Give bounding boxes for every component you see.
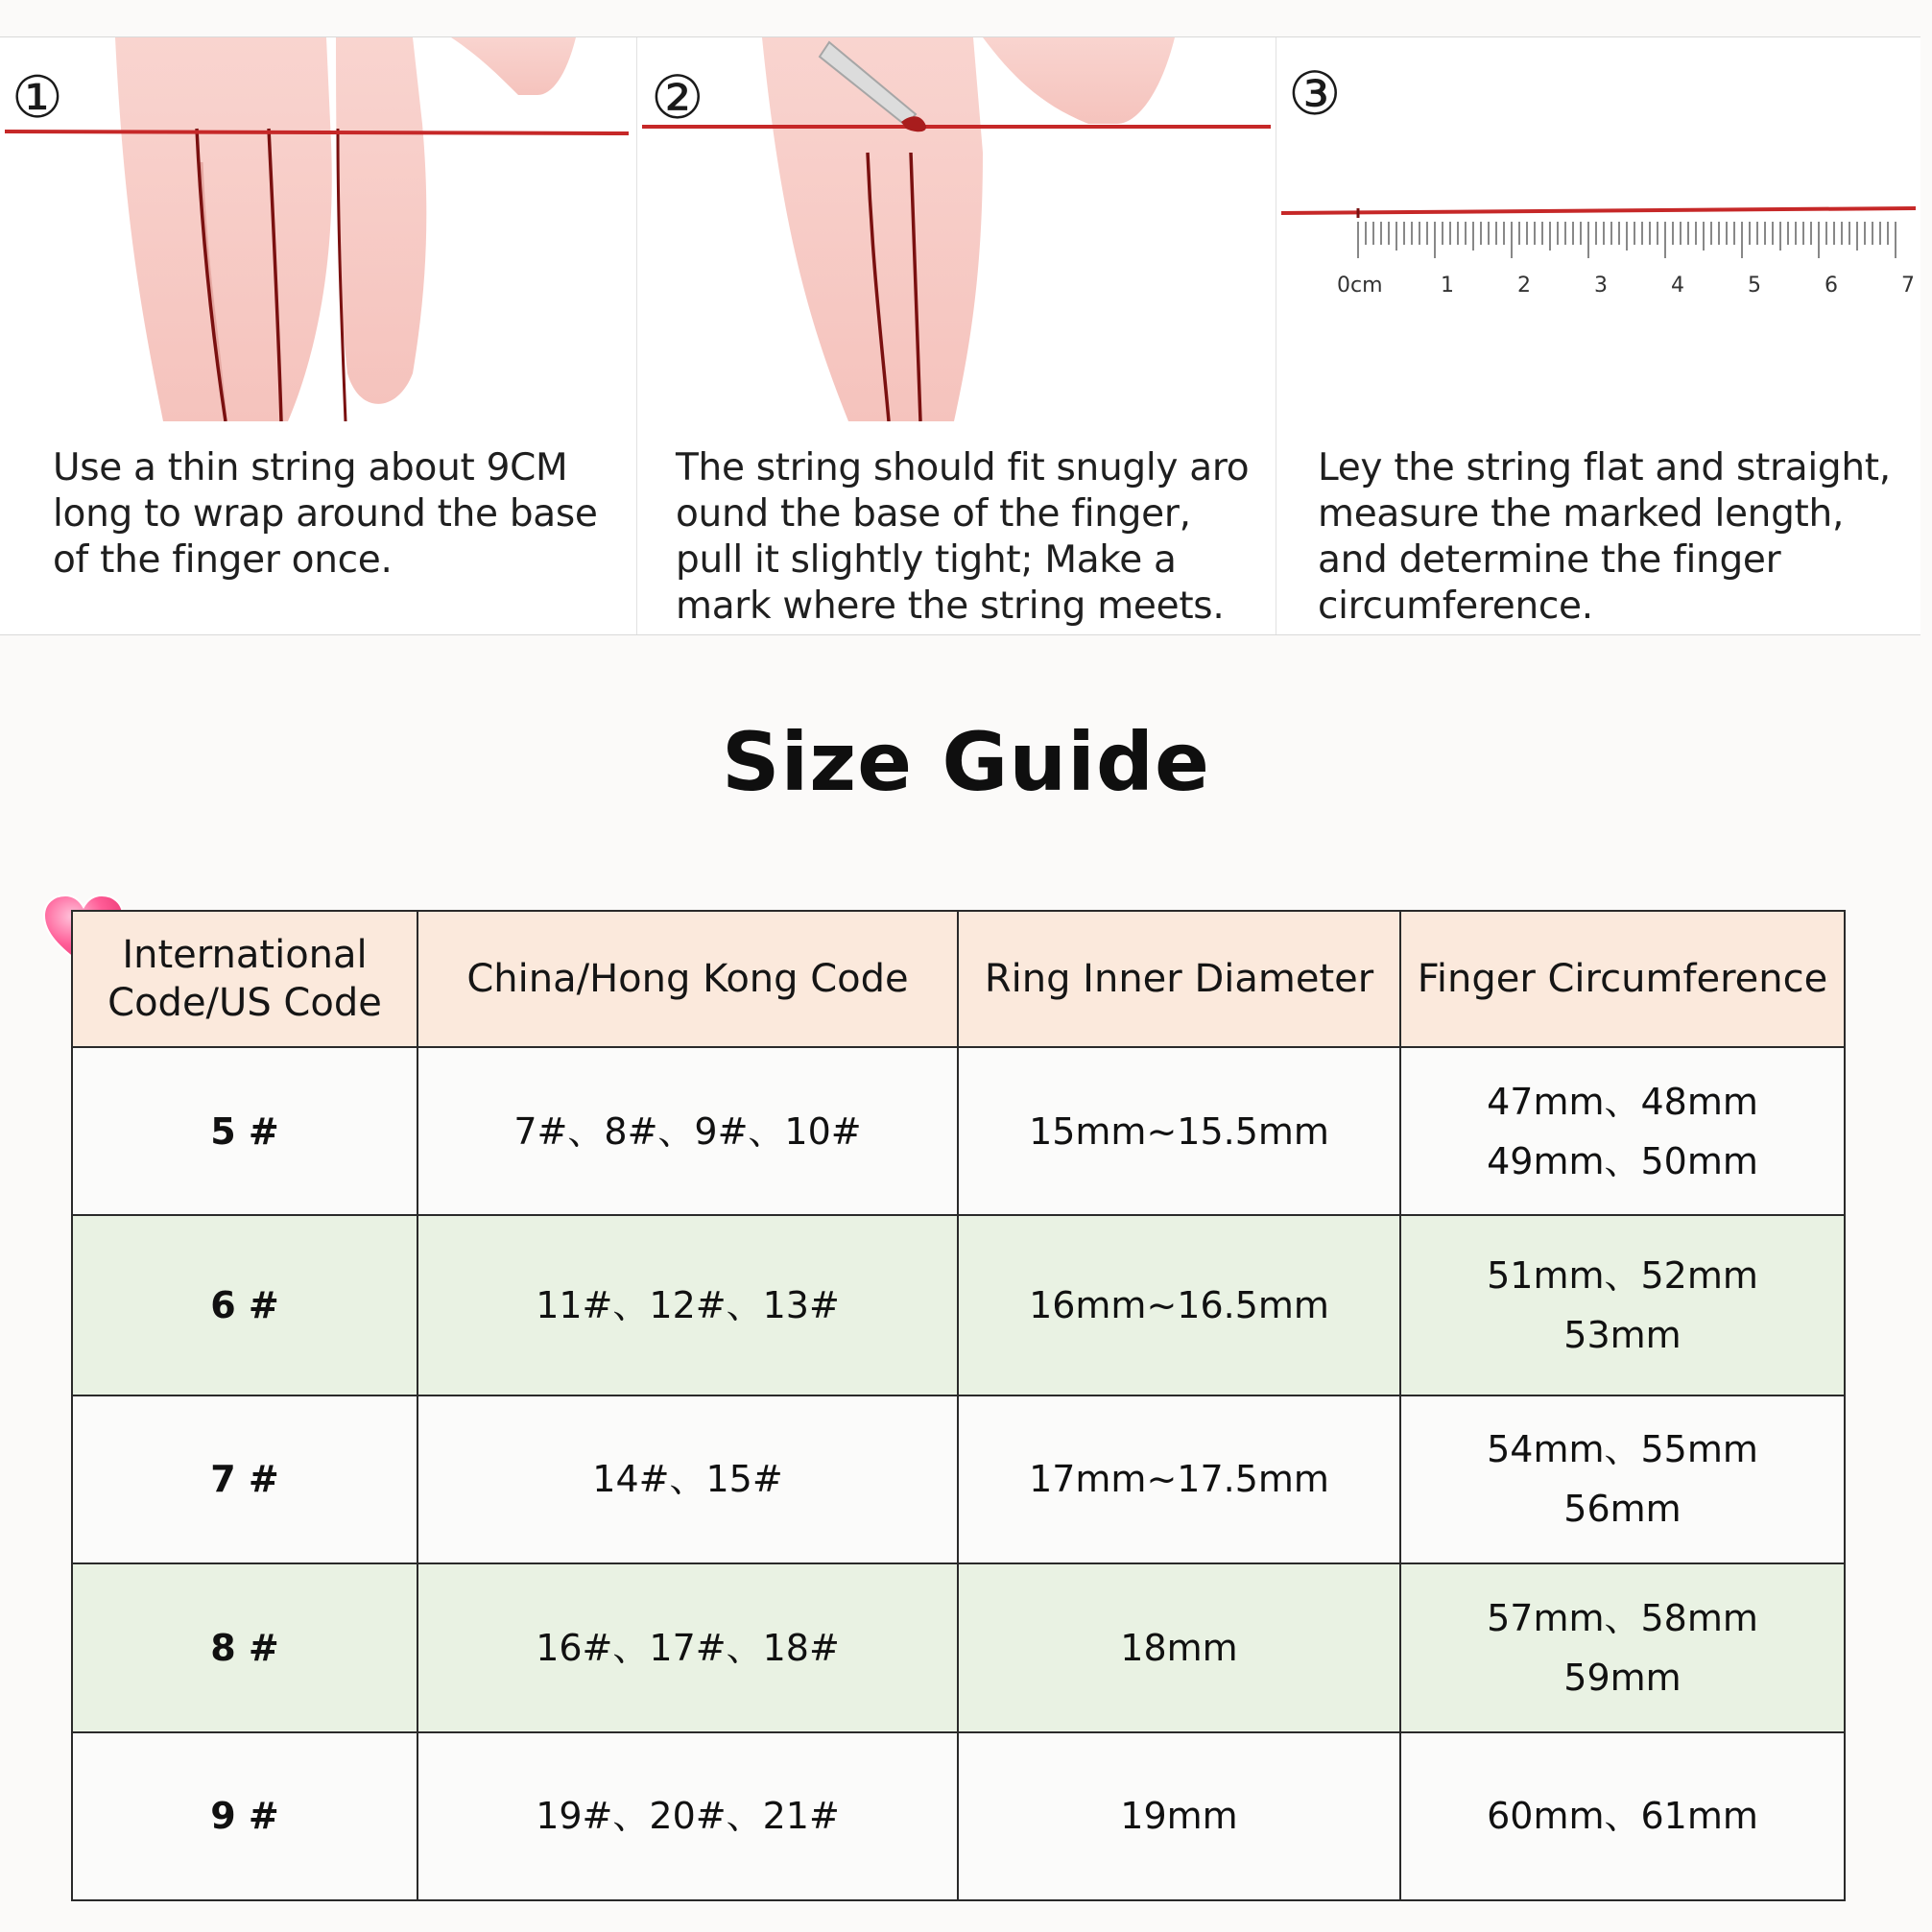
header-finger-circumference: Finger Circumference xyxy=(1400,911,1845,1047)
diameter-cell: 19mm xyxy=(958,1732,1400,1900)
china-code-cell: 16#、17#、18# xyxy=(417,1563,958,1731)
circumference-cell xyxy=(1400,1047,1845,1215)
china-code-cell: 19#、20#、21# xyxy=(417,1732,958,1900)
diameter-cell: 17mm~17.5mm xyxy=(958,1395,1400,1563)
step-1-panel xyxy=(0,37,633,634)
page-title: Size Guide xyxy=(721,715,1211,809)
table-row xyxy=(72,1215,1845,1395)
ruler-label: 3 xyxy=(1594,274,1608,298)
ruler-label: 4 xyxy=(1671,274,1684,298)
circumference-line-1: 60mm、61mm xyxy=(1487,1795,1758,1838)
china-code-cell: 14#、15# xyxy=(417,1395,958,1563)
finger-mark-illustration-2 xyxy=(637,37,1274,421)
ruler-measure-illustration-3 xyxy=(1276,37,1920,421)
diameter-cell: 18mm xyxy=(958,1563,1400,1731)
header-us-code-label: International Code/US Code xyxy=(107,933,382,1025)
ruler-label: 5 xyxy=(1748,274,1761,298)
size-guide-table xyxy=(71,910,1846,1901)
ruler-label: 0cm xyxy=(1337,274,1383,298)
ruler-label: 2 xyxy=(1517,274,1531,298)
ruler-label: 1 xyxy=(1441,274,1454,298)
step-3-text: Ley the string flat and straight, measure the marked length, and determine the finger circumference. xyxy=(1318,446,1891,628)
us-code-cell: 8 # xyxy=(72,1563,417,1731)
diameter-cell: 16mm~16.5mm xyxy=(958,1215,1400,1395)
circumference-cell xyxy=(1400,1215,1845,1395)
step-2-text: The string should fit snugly aro ound the base of the finger, pull it slightly tight; Make a mark where the string meets. xyxy=(676,446,1250,628)
circumference-line-1: 57mm、58mm xyxy=(1487,1596,1758,1639)
instruction-steps xyxy=(0,36,1920,635)
us-code-cell: 5 # xyxy=(72,1047,417,1215)
step-3-panel xyxy=(1276,37,1920,634)
table-row xyxy=(72,1563,1845,1731)
circumference-line-2: 59mm xyxy=(1563,1656,1682,1699)
header-inner-diameter: Ring Inner Diameter xyxy=(958,911,1400,1047)
step-1-text: Use a thin string about 9CM long to wrap around the base of the finger once. xyxy=(53,446,598,582)
table-row xyxy=(72,1047,1845,1215)
step-number-2: ② xyxy=(651,62,704,132)
china-code-cell: 7#、8#、9#、10# xyxy=(417,1047,958,1215)
circumference-cell xyxy=(1400,1563,1845,1731)
ruler-label: 7 xyxy=(1901,274,1915,298)
header-us-code xyxy=(72,911,417,1047)
circumference-cell xyxy=(1400,1395,1845,1563)
circumference-line-2: 56mm xyxy=(1563,1488,1682,1531)
circumference-line-1: 51mm、52mm xyxy=(1487,1254,1758,1298)
china-code-cell: 11#、12#、13# xyxy=(417,1215,958,1395)
circumference-line-1: 54mm、55mm xyxy=(1487,1428,1758,1471)
us-code-cell: 6 # xyxy=(72,1215,417,1395)
us-code-cell: 9 # xyxy=(72,1732,417,1900)
us-code-cell: 7 # xyxy=(72,1395,417,1563)
circumference-line-2: 53mm xyxy=(1563,1314,1682,1357)
step-number-1: ① xyxy=(12,64,63,131)
table-row xyxy=(72,1732,1845,1900)
diameter-cell: 15mm~15.5mm xyxy=(958,1047,1400,1215)
table-row xyxy=(72,1395,1845,1563)
header-china-code: China/Hong Kong Code xyxy=(417,911,958,1047)
circumference-line-2: 49mm、50mm xyxy=(1487,1139,1758,1182)
circumference-line-1: 47mm、48mm xyxy=(1487,1080,1758,1123)
ruler-label: 6 xyxy=(1825,274,1838,298)
table-header-row xyxy=(72,911,1845,1047)
step-number-3: ③ xyxy=(1288,59,1342,129)
step-2-panel xyxy=(636,37,1274,634)
finger-wrap-illustration-1 xyxy=(0,37,633,421)
circumference-cell xyxy=(1400,1732,1845,1900)
